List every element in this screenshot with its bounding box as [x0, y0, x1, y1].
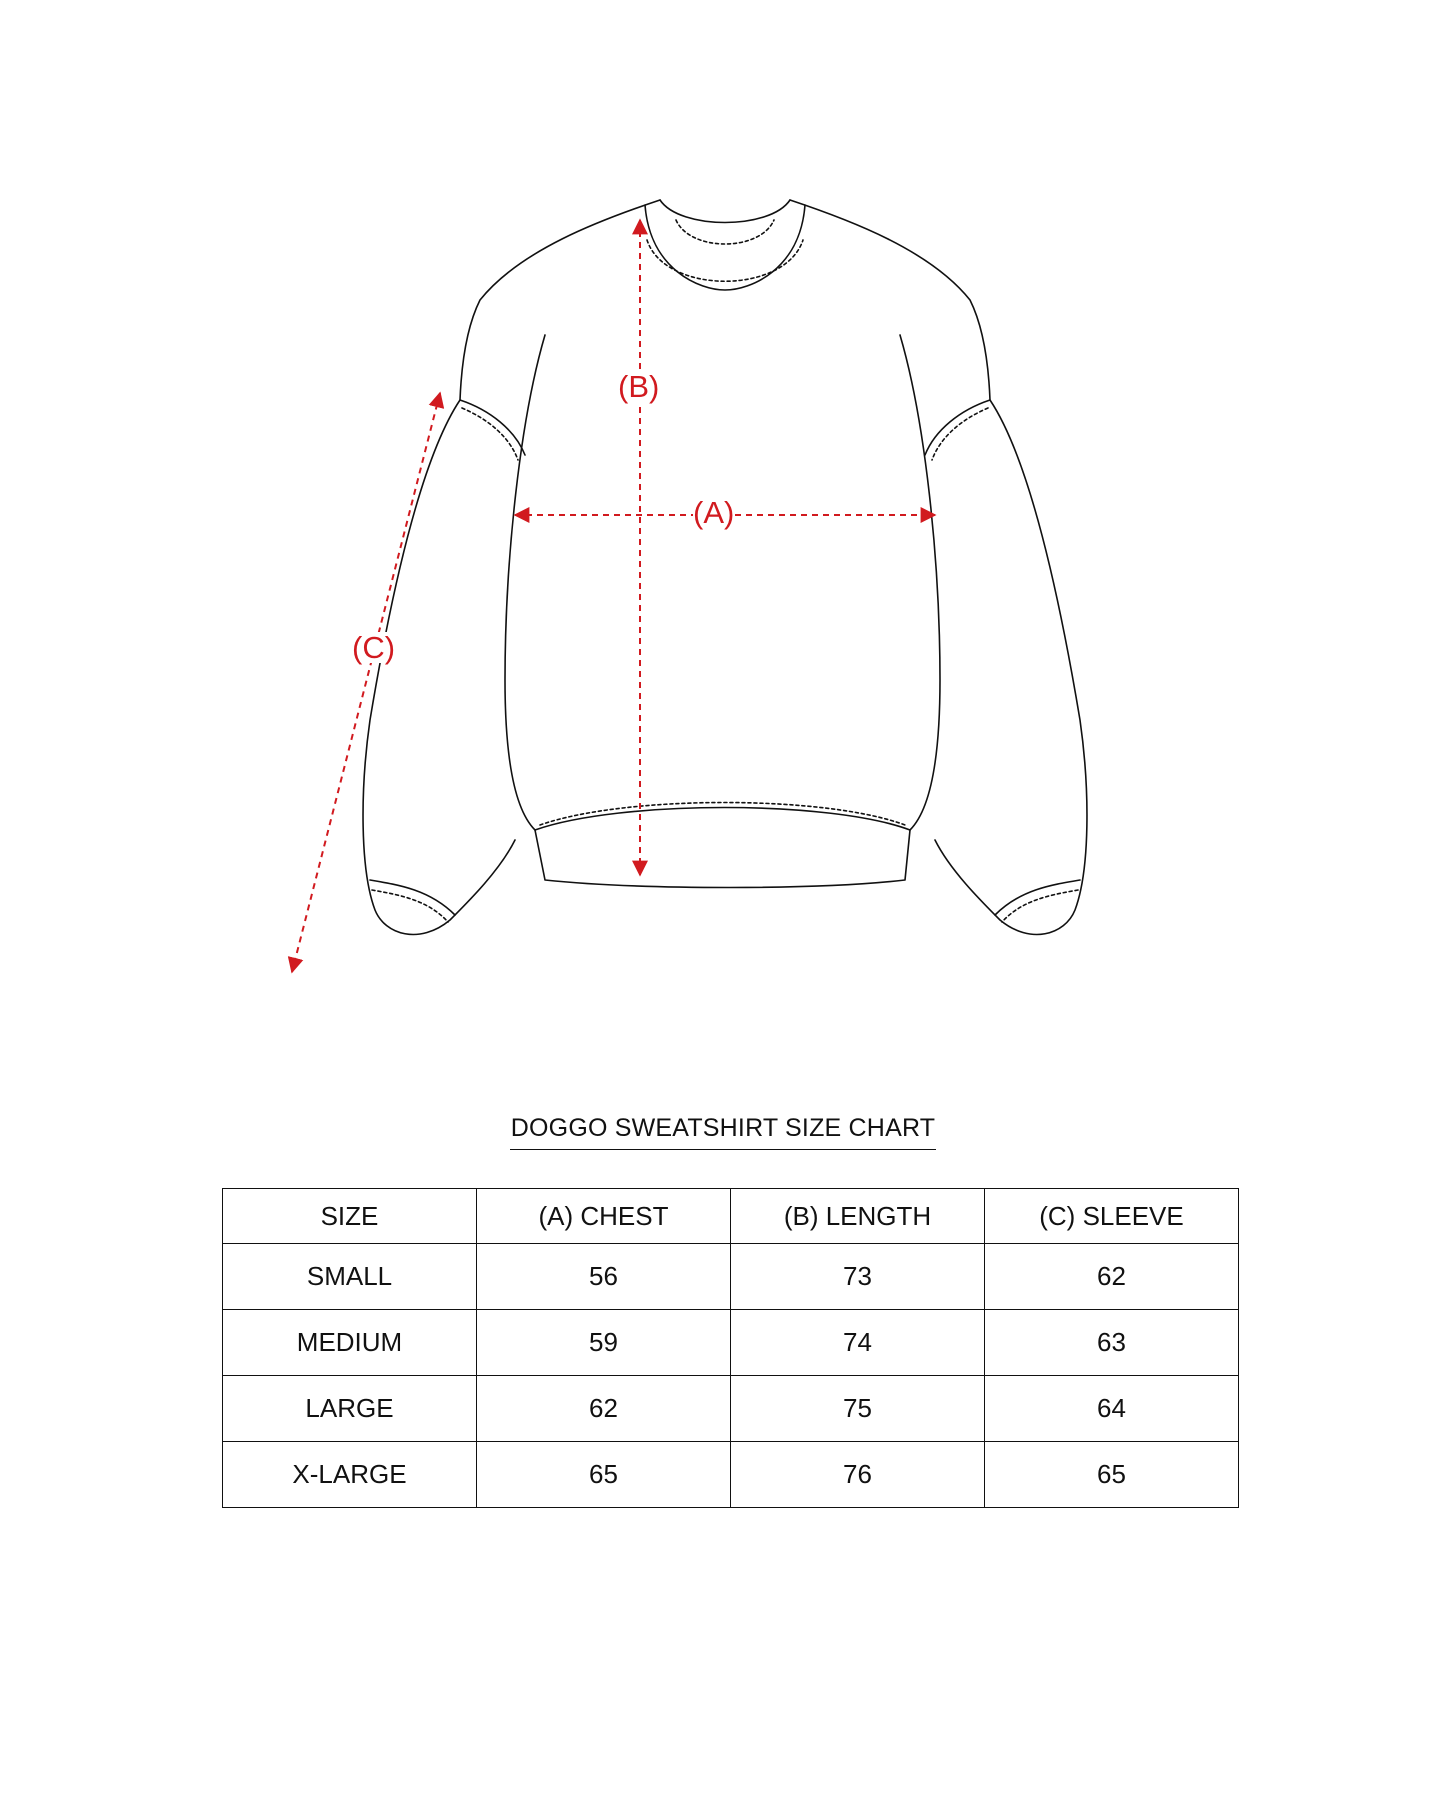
cell-size: SMALL [223, 1244, 477, 1310]
measure-c-line [292, 393, 440, 972]
table-row [223, 1442, 1239, 1508]
size-chart-table [222, 1188, 1239, 1508]
cell-length: 73 [731, 1244, 985, 1310]
cell-length: 75 [731, 1376, 985, 1442]
table-row [223, 1244, 1239, 1310]
size-chart-title: DOGGO SWEATSHIRT SIZE CHART [510, 1114, 936, 1150]
measure-lines [292, 220, 935, 972]
table-row [223, 1376, 1239, 1442]
table-header-row [223, 1189, 1239, 1244]
label-b: (B) [618, 369, 660, 404]
cell-sleeve: 64 [985, 1376, 1239, 1442]
table-row [223, 1310, 1239, 1376]
cell-sleeve: 65 [985, 1442, 1239, 1508]
cell-chest: 65 [477, 1442, 731, 1508]
cell-size: X-LARGE [223, 1442, 477, 1508]
cell-length: 76 [731, 1442, 985, 1508]
header-size: SIZE [223, 1189, 477, 1244]
cell-size: LARGE [223, 1376, 477, 1442]
header-length: (B) LENGTH [731, 1189, 985, 1244]
header-sleeve: (C) SLEEVE [985, 1189, 1239, 1244]
cell-sleeve: 62 [985, 1244, 1239, 1310]
cell-chest: 56 [477, 1244, 731, 1310]
cell-chest: 59 [477, 1310, 731, 1376]
header-chest: (A) CHEST [477, 1189, 731, 1244]
label-c: (C) [352, 630, 396, 665]
sweatshirt-outline [363, 200, 1087, 934]
label-a: (A) [693, 495, 735, 530]
cell-chest: 62 [477, 1376, 731, 1442]
cell-sleeve: 63 [985, 1310, 1239, 1376]
cell-size: MEDIUM [223, 1310, 477, 1376]
cell-length: 74 [731, 1310, 985, 1376]
